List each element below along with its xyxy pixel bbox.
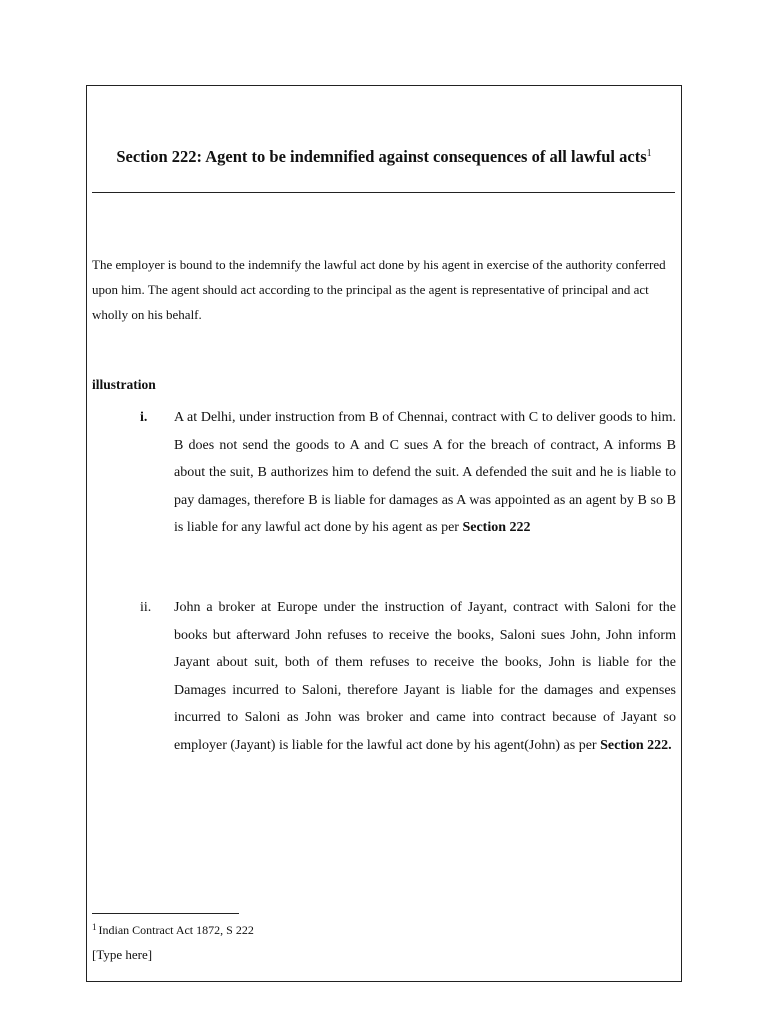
footnote-marker: 1 xyxy=(92,922,97,932)
illustration-number-2: ii. xyxy=(140,600,152,615)
illustration-text-1 xyxy=(174,404,676,542)
footnote xyxy=(92,918,254,939)
illustration-number-1: i. xyxy=(140,410,148,425)
intro-paragraph: The employer is bound to the indemnify the lawful act done by his agent in exercise of the authority conferred upon him. The agent should act according to the principal as the agent is representative of principal and act wholly on his behalf. xyxy=(92,257,666,322)
section-title xyxy=(92,140,676,171)
illustration-ref-2: Section 222. xyxy=(600,737,672,753)
illustration-heading: illustration xyxy=(92,377,156,392)
illustration-text-2 xyxy=(174,594,676,759)
illustration-body-1: A at Delhi, under instruction from B of Chennai, contract with C to deliver goods to him. B does not send the goods to A and C sues A for the breach of contract, A informs B about the suit, B authorizes him to defend the suit. A defended the suit and he is liable to pay damages, therefore B is liable for damages as A was appointed as an agent by B so B is liable for any lawful act done by his agent as per xyxy=(174,410,676,535)
title-footnote-marker[interactable]: 1 xyxy=(646,148,652,159)
section-title-text: Section 222: Agent to be indemnified against consequences of all lawful acts xyxy=(116,147,647,166)
footnote-text: Indian Contract Act 1872, S 222 xyxy=(98,923,254,937)
footnote-separator xyxy=(92,913,239,914)
title-underline xyxy=(92,192,675,193)
illustration-body-2: John a broker at Europe under the instruction of Jayant, contract with Saloni for the books but afterward John refuses to receive the books, Saloni sues John, John inform Jayant about suit, both of them refuses to receive the books, John is liable for the Damages incurred to Saloni, therefore Jayant is liable for the damages and expenses incurred to Saloni as John was broker and came into contract because of Jayant so employer (Jayant) is liable for the lawful act done by his agent(John) as per xyxy=(174,600,676,753)
footer-placeholder[interactable]: [Type here] xyxy=(92,947,153,962)
illustration-ref-1: Section 222 xyxy=(462,520,531,535)
